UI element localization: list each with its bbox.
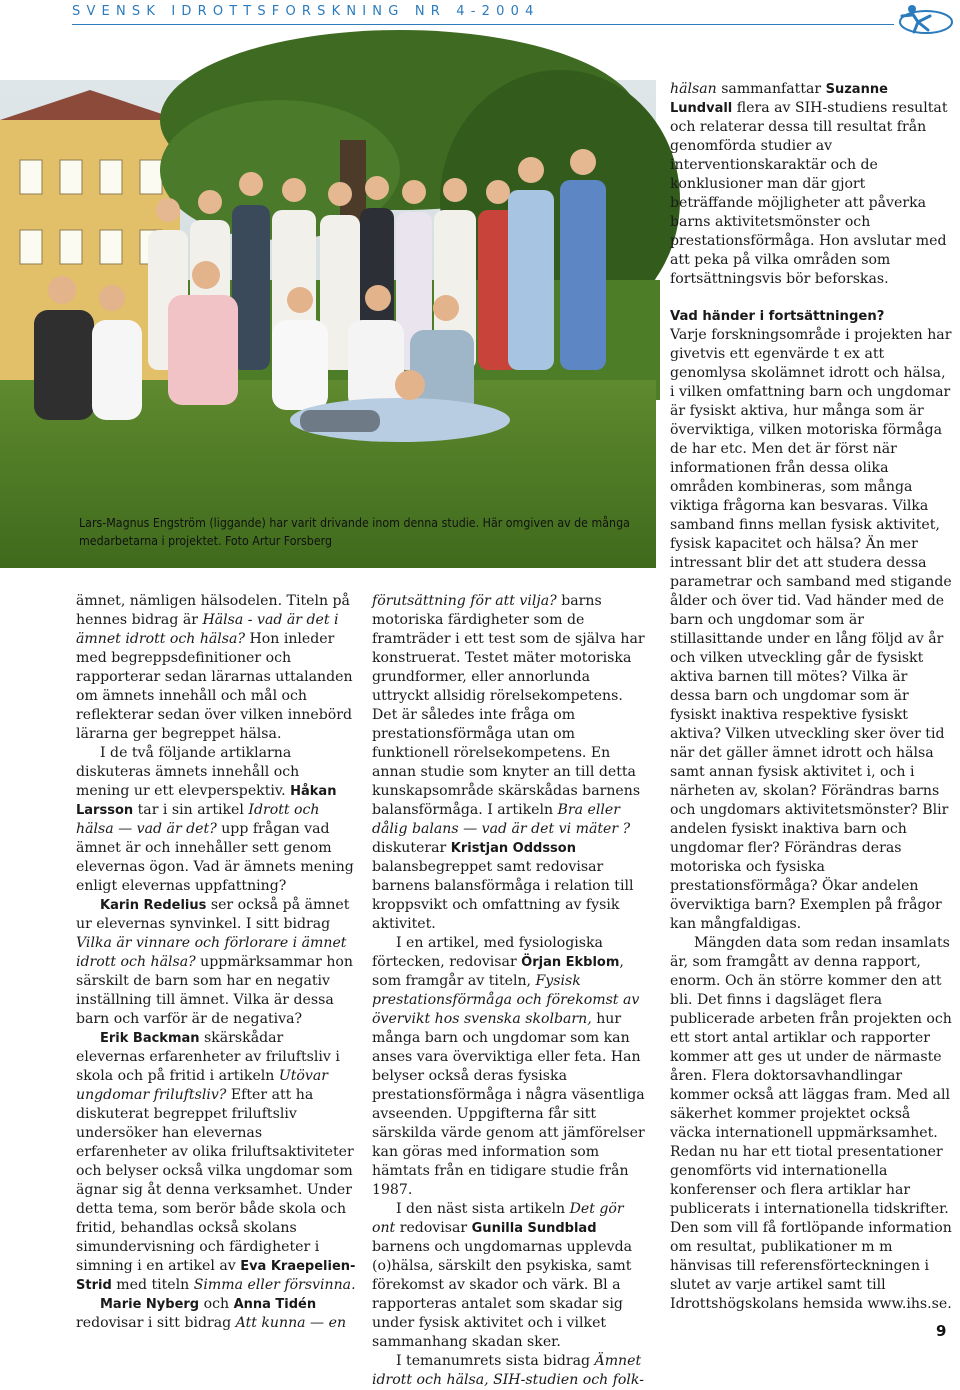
page-number: 9 xyxy=(936,1322,947,1340)
author-name: Örjan Ekblom xyxy=(521,955,620,970)
paragraph: Mängden data som redan insamlats är, som framgått av denna rapport, enorm. Och än större kommer den att bli. Det finns i dagsläget flera publicerade arbeten från projekten och ett stort antal artiklar och rapporter kommer att ges ut under de närmaste åren. Flera doktorsavhandlingar kommer också att läggas fram. Med all säkerhet kommer projektet också väcka internationell uppmärksamhet. Redan nu har ett tiotal presentationer genomförts vid internationella konferenser och flera artiklar har publicerats i internationella tidskrifter. Den som vill få fortlöpande information om resultat, publikationer m m hänvisas till referensförteckningen i slutet av varje artikel samt till Idrottshögskolans hemsida www.ihs.se. xyxy=(670,935,952,1312)
group-photo-image xyxy=(0,80,656,568)
author-name: Anna Tidén xyxy=(233,1297,317,1312)
paragraph: hälsan sammanfattar Suzanne Lundvall flera av SIH-studiens resultat och relaterar dessa till resultat från genomförda studier av interventionskaraktär och de konklusioner man där gjort beträffande möjligheter att påverka barns aktivitetsmönster och prestationsförmåga. Hon avslutar med att peka på vilka områden som fortsättningsvis bör beforskas. xyxy=(670,81,948,287)
photo-caption: Lars-Magnus Engström (liggande) har varit drivande inom denna studie. Här omgiven av de många medarbetarna i projektet. Foto Artur Forsberg xyxy=(79,516,630,548)
author-name: Håkan Larsson xyxy=(76,784,337,818)
paragraph: I de två följande artiklarna diskuteras ämnets innehåll och mening ur ett elevperspektiv. Håkan Larsson tar i sin artikel Idrott och hälsa — vad är det? upp frågan vad ämnet är och innehåller sett genom elevernas ögon. Vad är ämnets mening enligt elevernas uppfattning? xyxy=(76,745,354,894)
page-header xyxy=(0,0,960,40)
text-column-1 xyxy=(76,592,356,1333)
paragraph: I den näst sista artikeln Det gör ont redovisar Gunilla Sundblad barnens och ungdomarnas upplevda (o)hälsa, särskilt den psykiska, samt förekomst av skador och värk. Bl a rapporteras antalet som skadar sig under fysisk aktivitet och i vilket sammanhang skadan sker. xyxy=(372,1201,633,1350)
author-name: Marie Nyberg xyxy=(100,1297,200,1312)
paragraph: ämnet, nämligen hälsodelen. Titeln på hennes bidrag är Hälsa - vad är det i ämnet idrott och hälsa? Hon inleder med begreppsdefinitioner och rapporterar sedan lärarnas uttalanden om ämnets innehåll och mål och reflekterar sedan över vilken innebörd lärarna ger begreppet hälsa. xyxy=(76,593,353,742)
group-photo xyxy=(0,80,656,568)
paragraph: I temanumrets sista bidrag Ämnet idrott och hälsa, SIH-studien och folk- xyxy=(372,1353,644,1388)
paragraph: förutsättning för att vilja? barns motoriska färdigheter som de framträder i ett test som de själva har konstruerat. Testet mäter motoriska grundformer, eller annorlunda uttryckt allsidig rörelsekompetens. Det är således inte fråga om prestationsförmåga utan om funktionell rörelsekompetens. En annan studie som knyter an till detta kunskapsområde skärskådas barnens balansförmåga. I artikeln Bra eller dålig balans — vad är det vi mäter ? diskuterar Kristjan Oddsson balansbegreppet samt redovisar barnens balansförmåga i relation till kroppsvikt och omfattning av fysik aktivitet. xyxy=(372,593,645,932)
text-column-2 xyxy=(372,592,650,1390)
paragraph: I en artikel, med fysiologiska förtecken, redovisar Örjan Ekblom, som framgår av titeln, Fysisk prestationsförmåga och förekomst av övervikt hos svenska skolbarn, hur många barn och ungdomar som kan anses vara överviktiga eller feta. Han belyser också deras fysiska prestationsförmåga i några väsentliga avseenden. Uppgifterna får sitt särskilda värde genom att jämförelser kan göras med information som hämtats från en tidigare studie från 1987. xyxy=(372,935,645,1198)
text-column-3 xyxy=(670,80,952,1314)
section-heading: Vad händer i fortsättningen? xyxy=(670,309,885,324)
journal-title: SVENSK IDROTTSFORSKNING NR 4-2004 xyxy=(72,4,540,19)
paragraph: Varje forskningsområde i projekten har givetvis ett egenvärde t ex att genomlysa skolämnet idrott och hälsa, i vilken omfattning barn och ungdomar är fysiskt aktiva, hur många som är överviktiga, vilken motoriska förmåga de har etc. Men det är först när informationen från dessa olika områden kombineras, som många viktiga frågorna kan besvaras. Vilka samband finns mellan fysisk aktivitet, fysisk kapacitet och hälsa? Än mer intressant blir det att studera dessa parametrar och samband med stigande ålder och över tid. Vad händer med de barn och ungdomar som är stillasittande under en lång följd av år och vilken utveckling går de fysiskt aktiva barnen till mötes? Vilka är dessa barn och ungdomar som är fysiskt inaktiva respektive fysiskt aktiva? Vilken utveckling sker över tid när det gäller ämnet idrott och hälsa samt annan fysisk aktivitet i, och i närheten av, skolan? Förändras barns och ungdomars aktivitetsmönster? Blir andelen fysiskt inaktiva barn och ungdomar fler? Förändras deras motoriska och fysiska prestationsförmåga? Ökar andelen överviktiga barn? Exemplen på frågor kan mångfaldigas. xyxy=(670,327,952,932)
author-name: Erik Backman xyxy=(100,1031,200,1046)
paragraph: Marie Nyberg och Anna Tidén redovisar i sitt bidrag Att kunna — en xyxy=(76,1296,347,1331)
author-name: Eva Kraepelien-Strid xyxy=(76,1259,356,1293)
header-rule xyxy=(72,24,894,25)
author-name: Kristjan Oddsson xyxy=(450,841,576,856)
paragraph: Karin Redelius ser också på ämnet ur elevernas synvinkel. I sitt bidrag Vilka är vinnare och förlorare i ämnet idrott och hälsa? uppmärksammar hon särskilt de barn som har en negativ inställning till ämnet. Vilka är dessa barn och varför är de negativa? xyxy=(76,897,353,1027)
author-name: Karin Redelius xyxy=(100,898,207,913)
paragraph: Erik Backman skärskådar elevernas erfarenheter av friluftsliv i skola och på fritid i artikeln Utövar ungdomar friluftsliv? Efter att ha diskuterat begreppet friluftsliv undersöker han elevernas erfarenheter av olika friluftsaktiviteter och belyser också vilka ungdomar som ägnar sig åt denna verksamhet. Under detta tema, som berör både skola och fritid, behandlas också skolans simundervisning och färdigheter i simning i en artikel av Eva Kraepelien-Strid med titeln Simma eller försvinna. xyxy=(76,1030,356,1293)
author-name: Gunilla Sundblad xyxy=(471,1221,597,1236)
author-name: Suzanne Lundvall xyxy=(670,82,888,116)
journal-logo-icon xyxy=(892,2,954,36)
